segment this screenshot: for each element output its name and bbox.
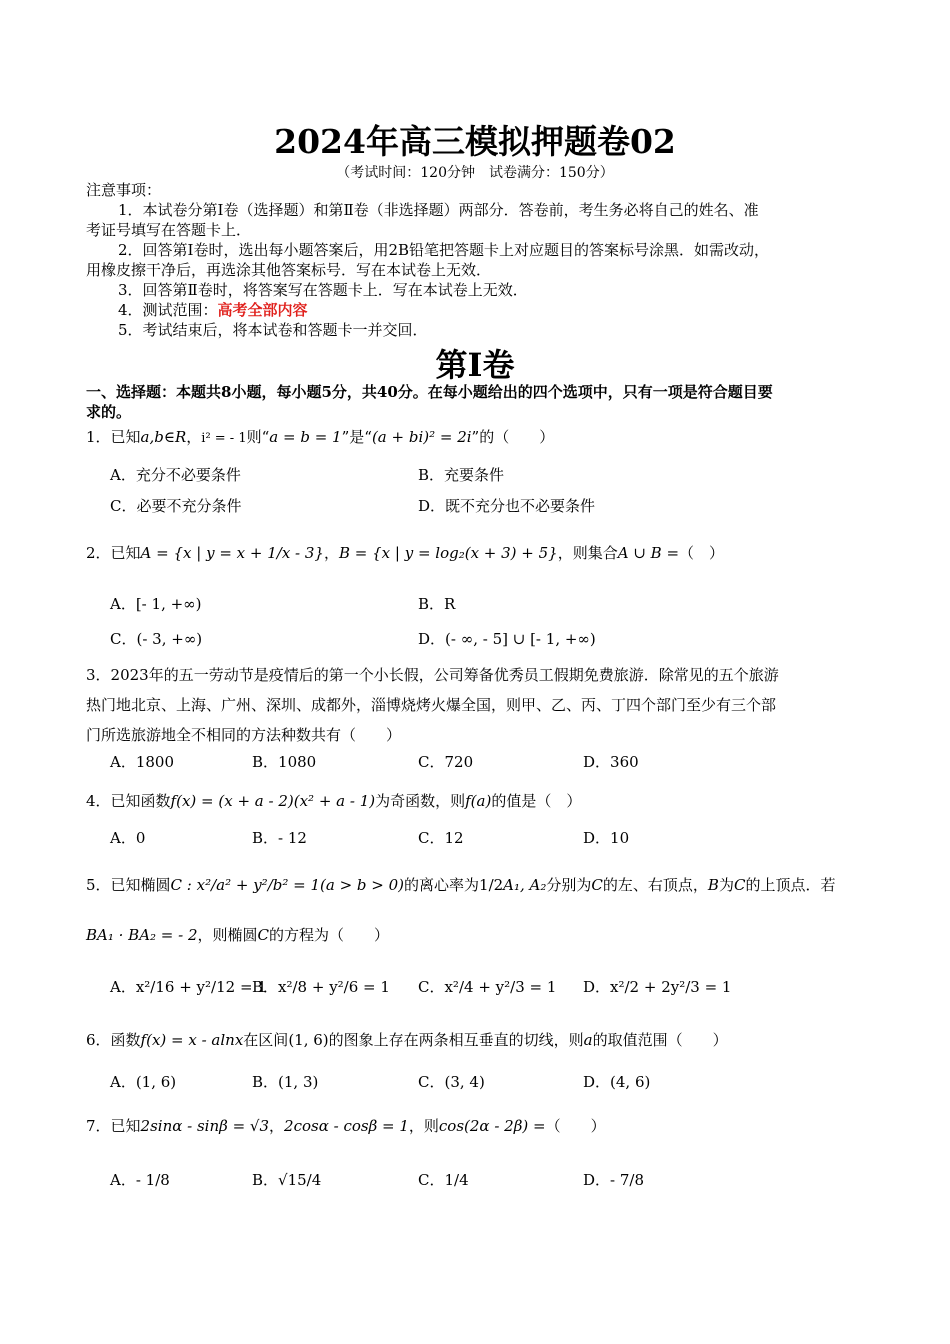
q7-option-b[interactable]: B．√15/4 [252, 1171, 322, 1189]
q4-text-a: 4．已知函数 [86, 792, 171, 810]
q5-text-a: 5．已知椭圆 [86, 876, 171, 894]
q1-text-i: ”的（ ） [471, 428, 555, 446]
q2-union: A ∪ B = [617, 544, 680, 562]
q7-option-d[interactable]: D．- 7/8 [583, 1171, 645, 1189]
q1-option-d[interactable]: D．既不充分也不必要条件 [418, 497, 596, 515]
q6-interval: (1, 6) [288, 1031, 329, 1049]
question-2-stem [86, 538, 876, 568]
q3-option-b[interactable]: B．1080 [252, 753, 317, 771]
q6-option-b[interactable]: B．(1, 3) [252, 1073, 319, 1091]
page-title: 2024年高三模拟押题卷02 [274, 122, 676, 161]
q1-text-g: ”是“ [341, 428, 372, 446]
q4-text-c: 的值是（ ） [491, 792, 582, 810]
q4-option-c[interactable]: C．12 [418, 829, 464, 847]
q5-text-j: 的上顶点．若 [745, 876, 836, 894]
notice-item-2a: 2．回答第Ⅰ卷时，选出每小题答案后，用2B铅笔把答题卡上对应题目的答案标号涂黑．如需改动， [118, 241, 770, 259]
section-title: 第Ⅰ卷 [435, 346, 515, 384]
q5-vertices: A₁, A₂ [503, 876, 547, 894]
q6-text-b: 在区间 [243, 1031, 289, 1049]
q1-math-ab: a,b∈R [140, 428, 187, 446]
q6-option-c[interactable]: C．(3, 4) [418, 1073, 485, 1091]
q1-math-i: i² = - 1 [201, 431, 247, 446]
q4-option-d[interactable]: D．10 [583, 829, 630, 847]
q4-function: f(x) = (x + a - 2)(x² + a - 1) [170, 792, 376, 810]
q2-set-b: B = {x | y = log₂(x + 3) + 5} [338, 544, 558, 562]
q5-option-b[interactable]: B．x²/8 + y²/6 = 1 [252, 978, 390, 996]
q6-var: a [583, 1031, 593, 1049]
question-7-stem [86, 1111, 876, 1141]
q5-text-l: ，则椭圆 [197, 926, 258, 944]
q2-text-a: 2．已知 [86, 544, 141, 562]
q2-option-a[interactable]: A．[- 1, +∞) [110, 595, 202, 613]
q1-option-b[interactable]: B．充要条件 [418, 466, 505, 484]
question-1-stem [86, 422, 876, 454]
q7-text-a: 7．已知 [86, 1117, 141, 1135]
q5-text-n: 的方程为（ ） [269, 926, 390, 944]
q6-function: f(x) = x - alnx [140, 1031, 244, 1049]
q1-text-e: 则“ [246, 428, 270, 446]
q1-text-c: ， [186, 428, 202, 446]
question-3-line-1: 3．2023年的五一劳动节是疫情后的第一个小长假，公司筹备优秀员工假期免费旅游．除常见的五个旅游 [86, 666, 779, 684]
notice-item-1b: 考证号填写在答题卡上． [86, 221, 252, 239]
q7-equation-1: 2sinα - sinβ = √3 [140, 1117, 270, 1135]
q7-option-c[interactable]: C．1/4 [418, 1171, 469, 1189]
question-5-stem-2 [86, 920, 876, 950]
q6-text-c: 的图象上存在两条相互垂直的切线，则 [328, 1031, 584, 1049]
q2-text-d: （ ） [679, 544, 725, 562]
q4-option-b[interactable]: B．- 12 [252, 829, 307, 847]
q7-equation-3: cos(2α - 2β) = [438, 1117, 546, 1135]
q5-text-f: 的左、右顶点， [602, 876, 708, 894]
q3-option-a[interactable]: A．1800 [110, 753, 175, 771]
notice-item-3: 3．回答第Ⅱ卷时，将答案写在答题卡上．写在本试卷上无效． [118, 281, 528, 299]
notice-item-2b: 用橡皮擦干净后，再选涂其他答案标号．写在本试卷上无效． [86, 261, 492, 279]
q1-option-c[interactable]: C．必要不充分条件 [110, 497, 242, 515]
question-3-line-2: 热门地北京、上海、广州、深圳、成都外，淄博烧烤火爆全国，则甲、乙、丙、丁四个部门至少有三个部 [86, 696, 777, 714]
q5-option-a[interactable]: A．x²/16 + y²/12 = 1 [110, 978, 267, 996]
notice-item-4-prefix: 4．测试范围： [118, 301, 218, 319]
test-scope: 高考全部内容 [217, 301, 308, 319]
q6-text-a: 6．函数 [86, 1031, 141, 1049]
q3-option-c[interactable]: C．720 [418, 753, 474, 771]
q4-fa: f(a) [465, 792, 492, 810]
notice-item-4 [118, 300, 898, 320]
question-6-stem [86, 1025, 876, 1055]
q1-text-a: 1．已知 [86, 428, 141, 446]
section-intro-a: 一、选择题：本题共8小题，每小题5分，共40分。在每小题给出的四个选项中，只有一项是符合题目要 [86, 383, 773, 401]
exam-info: （考试时间：120分钟 试卷满分：150分） [336, 165, 614, 181]
q2-set-a: A = {x | y = x + 1/x - 3} [140, 544, 324, 562]
q5-option-c[interactable]: C．x²/4 + y²/3 = 1 [418, 978, 557, 996]
q1-math-square: (a + bi)² = 2i [371, 428, 472, 446]
q5-text-h: 为 [718, 876, 734, 894]
q5-option-d[interactable]: D．x²/2 + 2y²/3 = 1 [583, 978, 732, 996]
question-5-stem [86, 870, 876, 900]
q6-text-d: 的取值范围（ ） [592, 1031, 728, 1049]
q4-text-b: 为奇函数，则 [375, 792, 466, 810]
q5-ellipse: C : x²/a² + y²/b² = 1(a > b > 0) [170, 876, 405, 894]
q1-option-a[interactable]: A．充分不必要条件 [110, 466, 241, 484]
notice-item-1a: 1．本试卷分第Ⅰ卷（选择题）和第Ⅱ卷（非选择题）两部分．答卷前，考生务必将自己的姓名、准 [118, 201, 759, 219]
section-intro-b: 求的。 [86, 403, 132, 421]
q7-text-c: ，则 [408, 1117, 439, 1135]
q3-option-d[interactable]: D．360 [583, 753, 639, 771]
q5-c-2: C [733, 876, 746, 894]
q5-text-d: 分别为 [546, 876, 592, 894]
q5-eccentricity: 1/2 [479, 876, 504, 894]
q5-dot-product: BA₁ · BA₂ = - 2 [86, 926, 198, 944]
q2-text-b: ， [323, 544, 339, 562]
q1-math-eq: a = b = 1 [269, 428, 342, 446]
q6-option-a[interactable]: A．(1, 6) [110, 1073, 177, 1091]
q5-c-1: C [591, 876, 603, 894]
q5-text-b: 的离心率为 [404, 876, 480, 894]
q7-text-d: （ ） [545, 1117, 606, 1135]
q7-option-a[interactable]: A．- 1/8 [110, 1171, 170, 1189]
q5-c-3: C [257, 926, 270, 944]
q4-option-a[interactable]: A．0 [110, 829, 146, 847]
q7-text-b: ， [269, 1117, 285, 1135]
q2-option-d[interactable]: D．(- ∞, - 5] ∪ [- 1, +∞) [418, 630, 596, 648]
q2-text-c: ，则集合 [557, 544, 618, 562]
q6-option-d[interactable]: D．(4, 6) [583, 1073, 651, 1091]
q2-option-c[interactable]: C．(- 3, +∞) [110, 630, 203, 648]
q7-equation-2: 2cosα - cosβ = 1 [284, 1117, 409, 1135]
question-3-line-3: 门所选旅游地全不相同的方法种数共有（ ） [86, 726, 402, 744]
q2-option-b[interactable]: B．R [418, 595, 456, 613]
notice-item-5: 5．考试结束后，将本试卷和答题卡一并交回． [118, 321, 428, 339]
q5-b: B [707, 876, 719, 894]
notice-heading: 注意事项： [86, 181, 162, 199]
question-4-stem [86, 786, 876, 816]
